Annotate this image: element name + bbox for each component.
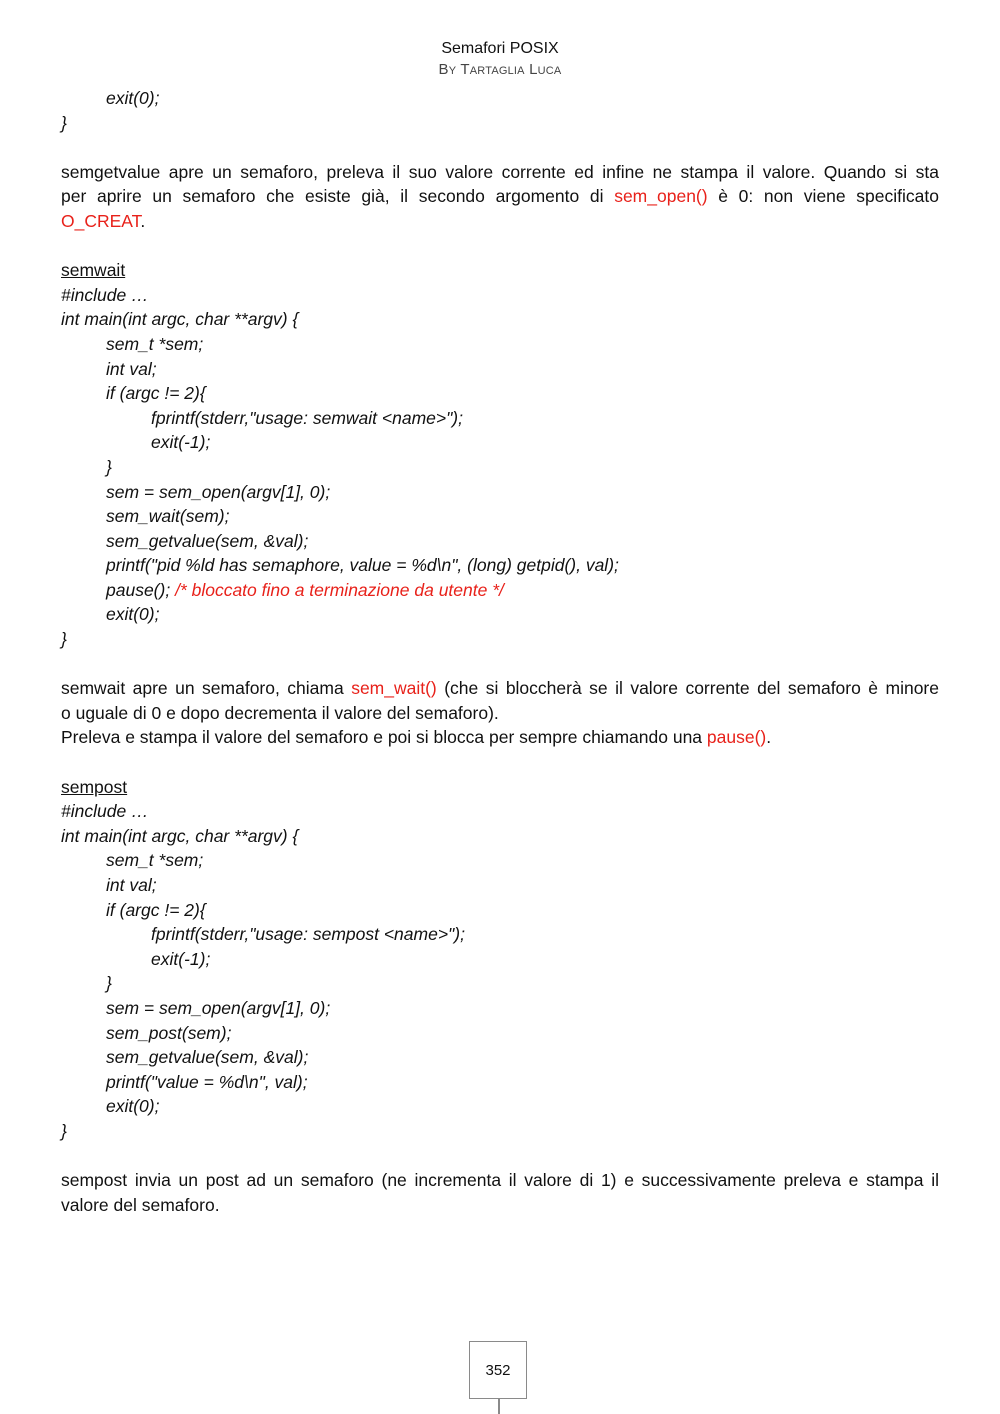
code-line: if (argc != 2){	[106, 383, 206, 404]
semwait-code-block	[61, 283, 939, 652]
page-header	[0, 38, 1000, 80]
code-line: sem_getvalue(sem, &val);	[106, 1047, 309, 1068]
code-line	[61, 578, 939, 603]
paragraph-line	[61, 209, 939, 234]
code-line: exit(0);	[106, 1096, 160, 1117]
code-line: sem_wait(sem);	[106, 506, 230, 527]
paragraph-line	[61, 725, 939, 750]
text-run: semwait apre un semaforo, chiama	[61, 678, 352, 699]
header-author: By Tartaglia Luca	[438, 61, 562, 78]
paragraph-line: valore del semaforo.	[61, 1194, 220, 1215]
header-title: Semafori POSIX	[441, 40, 559, 57]
code-line: }	[61, 629, 67, 650]
page-number-box	[469, 1341, 527, 1399]
code-line: sem_post(sem);	[106, 1022, 232, 1043]
code-line: exit(-1);	[151, 948, 211, 969]
code-line: sem_t *sem;	[106, 850, 204, 871]
paragraph-line	[61, 676, 939, 701]
text-run: .	[140, 210, 146, 231]
code-line: exit(0);	[106, 88, 160, 108]
code-line: sem = sem_open(argv[1], 0);	[106, 997, 331, 1018]
code-line: }	[106, 973, 112, 994]
spacer	[61, 652, 939, 677]
paragraph-line: semgetvalue apre un semaforo, preleva il suo valore corrente ed infine ne stampa il valore. Quando si sta	[61, 161, 939, 182]
code-line: printf("value = %d\n", val);	[106, 1071, 308, 1092]
function-ref: sem_open()	[614, 186, 708, 207]
paragraph-line: o uguale di 0 e dopo decrementa il valore del semaforo).	[61, 702, 499, 723]
code-line: sem_t *sem;	[106, 333, 204, 354]
code-line: int val;	[106, 875, 157, 895]
text-run: Preleva e stampa il valore del semaforo e poi si blocca per sempre chiamando una	[61, 727, 707, 748]
code-line: fprintf(stderr,"usage: sempost <name>");	[151, 924, 465, 945]
page-number: 352	[485, 1361, 511, 1379]
code-line: #include …	[61, 284, 149, 305]
spacer	[61, 750, 939, 775]
page-content	[61, 86, 939, 1217]
code-line: sem = sem_open(argv[1], 0);	[106, 481, 331, 502]
text-run: (che si bloccherà se il valore corrente del semaforo è minore	[436, 678, 939, 699]
semwait-paragraph	[61, 676, 939, 750]
code-line: }	[61, 1120, 67, 1141]
text-run: .	[766, 727, 772, 748]
code-line: }	[106, 456, 112, 477]
footer-connector	[498, 1399, 500, 1414]
sempost-paragraph	[61, 1168, 939, 1217]
spacer	[61, 135, 939, 160]
code-line: int val;	[106, 358, 157, 379]
spacer	[61, 1144, 939, 1169]
semgetvalue-paragraph	[61, 160, 939, 234]
code-line: sem_getvalue(sem, &val);	[106, 530, 309, 551]
code-line: exit(-1);	[151, 432, 211, 453]
code-line: fprintf(stderr,"usage: semwait <name>");	[151, 407, 464, 428]
code-line: #include …	[61, 801, 149, 822]
code-comment: /* bloccato fino a terminazione da utente */	[175, 579, 504, 600]
constant-ref: O_CREAT	[61, 210, 141, 231]
text-run: per aprire un semaforo che esiste già, il secondo argomento di	[61, 186, 615, 207]
code-line: int main(int argc, char **argv) {	[61, 825, 299, 846]
sempost-heading: sempost	[61, 776, 128, 797]
code-line: }	[61, 112, 67, 133]
paragraph-line	[61, 184, 939, 209]
function-ref: pause()	[706, 727, 767, 748]
code-line: printf("pid %ld has semaphore, value = %d\n", (long) getpid(), val);	[106, 555, 619, 576]
semwait-heading: semwait	[61, 260, 126, 281]
spacer	[61, 234, 939, 259]
code-line: if (argc != 2){	[106, 899, 206, 920]
text-run: è 0: non viene specificato	[707, 186, 939, 207]
code-text: pause();	[106, 579, 176, 600]
paragraph-line: sempost invia un post ad un semaforo (ne incrementa il valore di 1) e successivamente preleva e stampa il	[61, 1170, 939, 1191]
code-line: int main(int argc, char **argv) {	[61, 309, 299, 330]
function-ref: sem_wait()	[351, 678, 437, 699]
code-line: exit(0);	[106, 604, 160, 625]
sempost-code-block	[61, 799, 939, 1143]
